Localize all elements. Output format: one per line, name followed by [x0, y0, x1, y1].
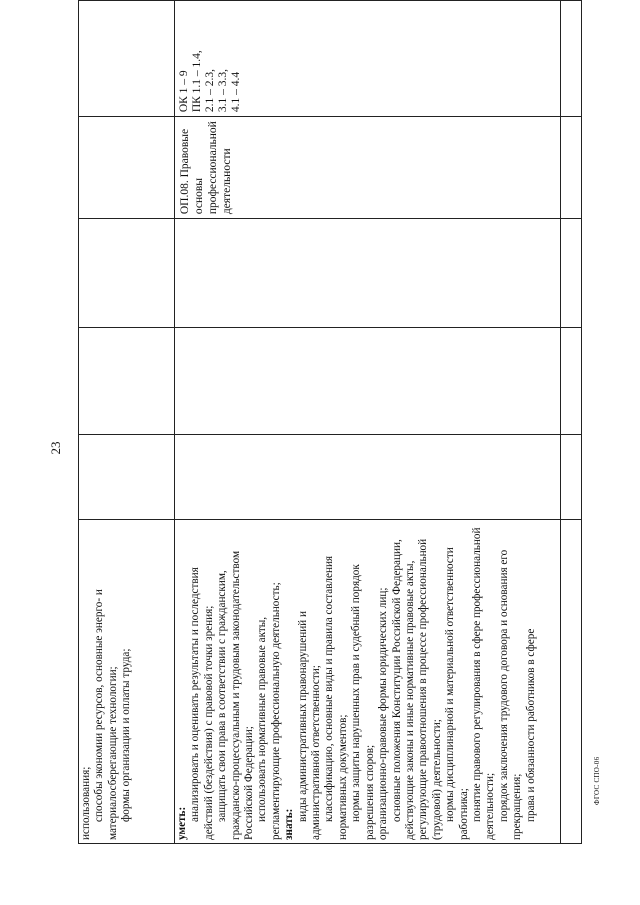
empty-cell [561, 434, 582, 520]
page-number: 23 [48, 441, 63, 455]
list-item: виды административных правонарушений и административной ответственности; [296, 611, 323, 840]
empty-cell [79, 434, 175, 520]
discipline-cell [175, 117, 561, 219]
table-row [175, 1, 561, 844]
list-item: классификацию, основные виды и правила составления нормативных документов; [323, 555, 349, 840]
list-item: понятие правового регулирования в сфере профессиональной деятельности; [470, 527, 497, 840]
empty-cell [79, 219, 175, 328]
list-item: использовать нормативные правовые акты, регламентирующие профессиональную деятельность; [256, 582, 282, 840]
content-cell [79, 520, 175, 844]
list-item: нормы дисциплинарной и материальной ответственности работника; [444, 547, 470, 840]
empty-cell [175, 328, 561, 434]
empty-cell [561, 219, 582, 328]
competency-code: ОК 1 – 9 [178, 70, 190, 113]
document-footer: ФГОС СПО-06 [593, 756, 601, 805]
list-item: права и обязанности работников в сфере [524, 628, 537, 822]
competency-code: ПК 1.1 – 1.4, [191, 50, 203, 113]
competency-code: 2.1 – 2.3, [204, 69, 216, 113]
table-row [561, 1, 582, 844]
list-item: нормы защиты нарушенных прав и судебный порядок разрешения споров; [350, 564, 376, 840]
content-cell [175, 520, 561, 844]
empty-cell [79, 328, 175, 434]
empty-cell [79, 117, 175, 219]
competency-cell [175, 1, 561, 117]
competency-code: 4.1 – 4.4 [230, 71, 242, 113]
list-item: анализировать и оценивать результаты и последствия действий (бездействия) с правовой точки зрения; [189, 567, 215, 840]
text-line: формы организации и оплаты труда; [120, 648, 133, 822]
empty-cell [561, 520, 582, 844]
competency-table [78, 0, 582, 844]
text-line: способы экономии ресурсов, основные энерго- и материалосберегающие технологии; [93, 589, 119, 840]
empty-cell [561, 1, 582, 117]
table-row [79, 1, 175, 844]
list-item: защищать свои права в соответствии с гражданским, гражданско-процессуальным и трудовым законодательством Российской Федерации; [216, 550, 256, 840]
text-line: использования; [80, 766, 92, 840]
empty-cell [175, 434, 561, 520]
empty-cell [561, 328, 582, 434]
list-item: порядок заключения трудового договора и основания его прекращения; [497, 549, 524, 840]
discipline-name: ОП.08. Правовые основы профессиональной деятельности [179, 121, 233, 215]
list-item: организационно-правовые формы юридических лиц; [377, 587, 390, 840]
znat-heading: знать: [283, 808, 296, 840]
list-item: основные положения Конституции Российской Федерации, действующие законы и иные нормативные правовые акты, регулирующие правоотношения в процессе профессиональной (трудовой) деятельности; [390, 538, 443, 840]
competency-code: 3.1 – 3.3, [217, 69, 229, 113]
empty-cell [175, 219, 561, 328]
empty-cell [561, 117, 582, 219]
empty-cell [79, 1, 175, 117]
umet-heading: уметь: [176, 806, 188, 840]
